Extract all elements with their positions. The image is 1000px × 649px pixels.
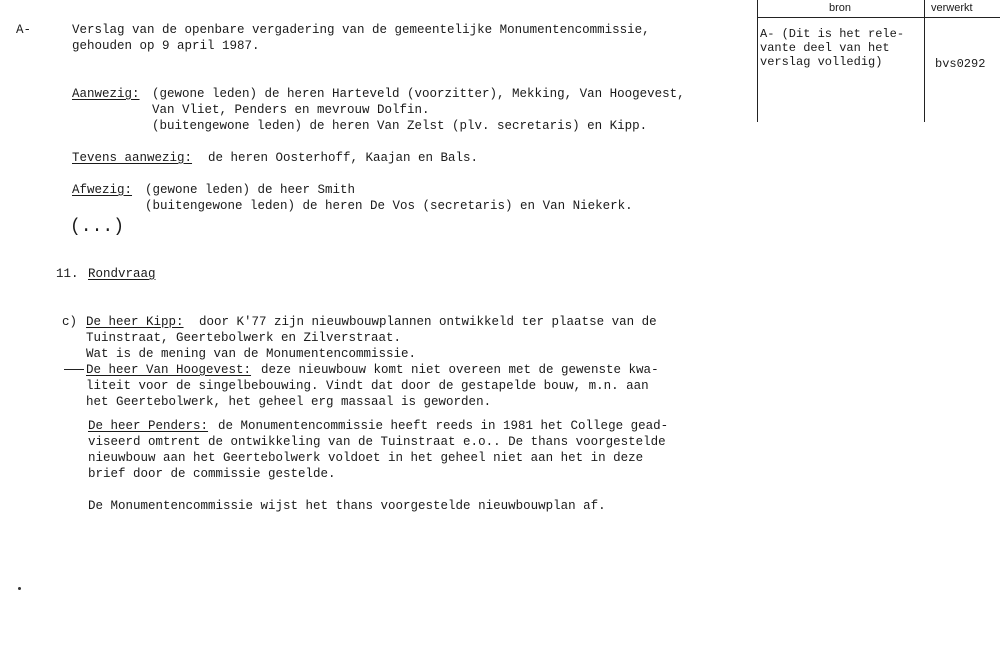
table-header-divider [757, 17, 1000, 18]
item-marker-c: c) [62, 315, 78, 329]
ellipsis: (...) [70, 217, 125, 237]
bron-note-line: verslag volledig) [760, 55, 883, 69]
section-title: Rondvraag [88, 267, 156, 281]
document-marker: A- [16, 23, 32, 37]
hoogevest-line: liteit voor de singelbebouwing. Vindt dat door de gestapelde bouw, m.n. aan [86, 379, 649, 393]
aanwezig-line: (gewone leden) de heren Harteveld (voorzitter), Mekking, Van Hoogevest, [152, 87, 685, 101]
kipp-line: Wat is de mening van de Monumentencommissie. [86, 347, 417, 361]
scan-speck [18, 587, 21, 590]
speaker-van-hoogevest: De heer Van Hoogevest: [86, 363, 252, 377]
tevens-aanwezig-text: de heren Oosterhoff, Kaajan en Bals. [208, 151, 479, 165]
verwerkt-value: bvs0292 [935, 57, 986, 71]
kipp-line: door K'77 zijn nieuwbouwplannen ontwikkeld ter plaatse van de [199, 315, 657, 329]
bron-note-line: vante deel van het [760, 41, 890, 55]
section-number: 11. [56, 267, 79, 281]
column-header-bron: bron [829, 2, 852, 14]
afwezig-line: (gewone leden) de heer Smith [145, 183, 356, 197]
table-middle-border [924, 0, 925, 122]
margin-dash-mark [64, 369, 84, 370]
table-left-border [757, 0, 758, 122]
speaker-kipp: De heer Kipp: [86, 315, 184, 329]
aanwezig-label: Aanwezig: [72, 87, 140, 101]
aanwezig-line: Van Vliet, Penders en mevrouw Dolfin. [152, 103, 430, 117]
document-title-line: Verslag van de openbare vergadering van de gemeentelijke Monumentencommissie, [72, 23, 650, 37]
column-header-verwerkt: verwerkt [931, 2, 973, 14]
penders-line: nieuwbouw aan het Geertebolwerk voldoet in het geheel niet aan het in deze [88, 451, 644, 465]
afwezig-line: (buitengewone leden) de heren De Vos (secretaris) en Van Niekerk. [145, 199, 633, 213]
speaker-penders: De heer Penders: [88, 419, 209, 433]
document-title-line: gehouden op 9 april 1987. [72, 39, 260, 53]
tevens-aanwezig-label: Tevens aanwezig: [72, 151, 193, 165]
bron-note-line: A- (Dit is het rele- [760, 27, 905, 41]
afwezig-label: Afwezig: [72, 183, 133, 197]
kipp-line: Tuinstraat, Geertebolwerk en Zilverstraat. [86, 331, 402, 345]
hoogevest-line: het Geertebolwerk, het geheel erg massaal is geworden. [86, 395, 492, 409]
hoogevest-line: deze nieuwbouw komt niet overeen met de gewenste kwa- [261, 363, 659, 377]
penders-line: de Monumentencommissie heeft reeds in 1981 het College gead- [218, 419, 669, 433]
penders-line: brief door de commissie gestelde. [88, 467, 336, 481]
conclusion-text: De Monumentencommissie wijst het thans voorgestelde nieuwbouwplan af. [88, 499, 606, 513]
aanwezig-line: (buitengewone leden) de heren Van Zelst (plv. secretaris) en Kipp. [152, 119, 648, 133]
penders-line: viseerd omtrent de ontwikkeling van de Tuinstraat e.o.. De thans voorgestelde [88, 435, 666, 449]
